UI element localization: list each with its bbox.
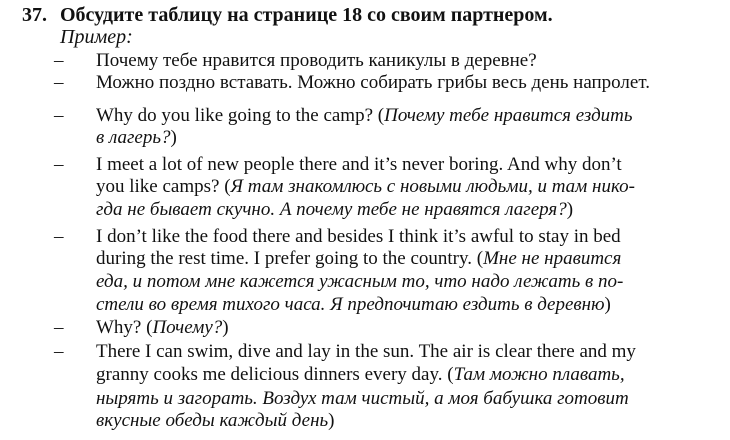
- translation-text: вкусные обеды каждый день: [96, 410, 329, 431]
- dialogue-line: [96, 317, 229, 339]
- dialogue-line: [96, 226, 621, 248]
- dialogue-line: [96, 410, 334, 432]
- translation-text: нырять и загорать. Воздух там чистый, а моя бабушка готовит: [96, 388, 629, 409]
- exercise-title: Обсудите таблицу на странице 18 со своим партнером.: [60, 4, 553, 26]
- translation-text: Там можно плавать,: [453, 364, 625, 385]
- dialogue-text: ): [170, 127, 177, 148]
- dialogue-line: [96, 50, 537, 72]
- dialogue-text: I don’t like the food there and besides I think it’s awful to stay in bed: [96, 226, 621, 247]
- dialogue-line: [96, 154, 622, 176]
- dialogue-text: granny cooks me delicious dinners every day. (: [96, 364, 454, 385]
- dialogue-dash: –: [54, 72, 64, 93]
- dialogue-dash: –: [54, 105, 64, 126]
- translation-text: гда не бывает скучно. А почему тебе не нравятся лагеря?: [96, 199, 567, 220]
- dialogue-line: [96, 72, 650, 94]
- dialogue-line: [96, 248, 621, 270]
- dialogue-text: Why? (: [96, 317, 153, 338]
- translation-text: еда, и потом мне кажется ужасным то, что надо лежать в по-: [96, 271, 624, 292]
- translation-text: Почему тебе нравится ездить: [384, 105, 633, 126]
- dialogue-text: Почему тебе нравится проводить каникулы в деревне?: [96, 50, 537, 71]
- dialogue-dash: –: [54, 50, 64, 71]
- translation-text: стели во время тихого часа. Я предпочитаю ездить в деревню: [96, 294, 605, 315]
- dialogue-dash: –: [54, 317, 64, 338]
- dialogue-line: [96, 341, 636, 363]
- dialogue-line: [96, 127, 177, 149]
- dialogue-text: I meet a lot of new people there and it’s never boring. And why don’t: [96, 154, 622, 175]
- dialogue-line: [96, 176, 635, 198]
- dialogue-line: [96, 388, 629, 410]
- translation-text: Я там знакомлюсь с новыми людьми, и там нико-: [230, 176, 635, 197]
- dialogue-line: [96, 199, 573, 221]
- exercise-number: 37.: [22, 4, 47, 26]
- exercise-heading: [22, 4, 553, 26]
- translation-text: Почему?: [152, 317, 223, 338]
- dialogue-text: Why do you like going to the camp? (: [96, 105, 385, 126]
- dialogue-text: There I can swim, dive and lay in the sun. The air is clear there and my: [96, 341, 636, 362]
- dialogue-text: ): [566, 199, 574, 220]
- dialogue-line: [96, 105, 633, 127]
- dialogue-text: ): [604, 294, 611, 315]
- dialogue-text: during the rest time. I prefer going to the country. (: [96, 248, 484, 269]
- dialogue-text: ): [328, 410, 335, 431]
- dialogue-text: ): [222, 317, 229, 338]
- dialogue-dash: –: [54, 226, 64, 247]
- dialogue-text: Можно поздно вставать. Можно собирать грибы весь день напролет.: [96, 72, 650, 93]
- example-label: Пример:: [60, 26, 133, 48]
- translation-text: Мне не нравится: [483, 248, 622, 269]
- translation-text: в лагерь?: [96, 127, 171, 148]
- dialogue-dash: –: [54, 341, 64, 362]
- dialogue-line: [96, 364, 625, 386]
- dialogue-text: you like camps? (: [96, 176, 231, 197]
- dialogue-dash: –: [54, 154, 64, 175]
- dialogue-line: [96, 271, 623, 293]
- dialogue-line: [96, 294, 611, 316]
